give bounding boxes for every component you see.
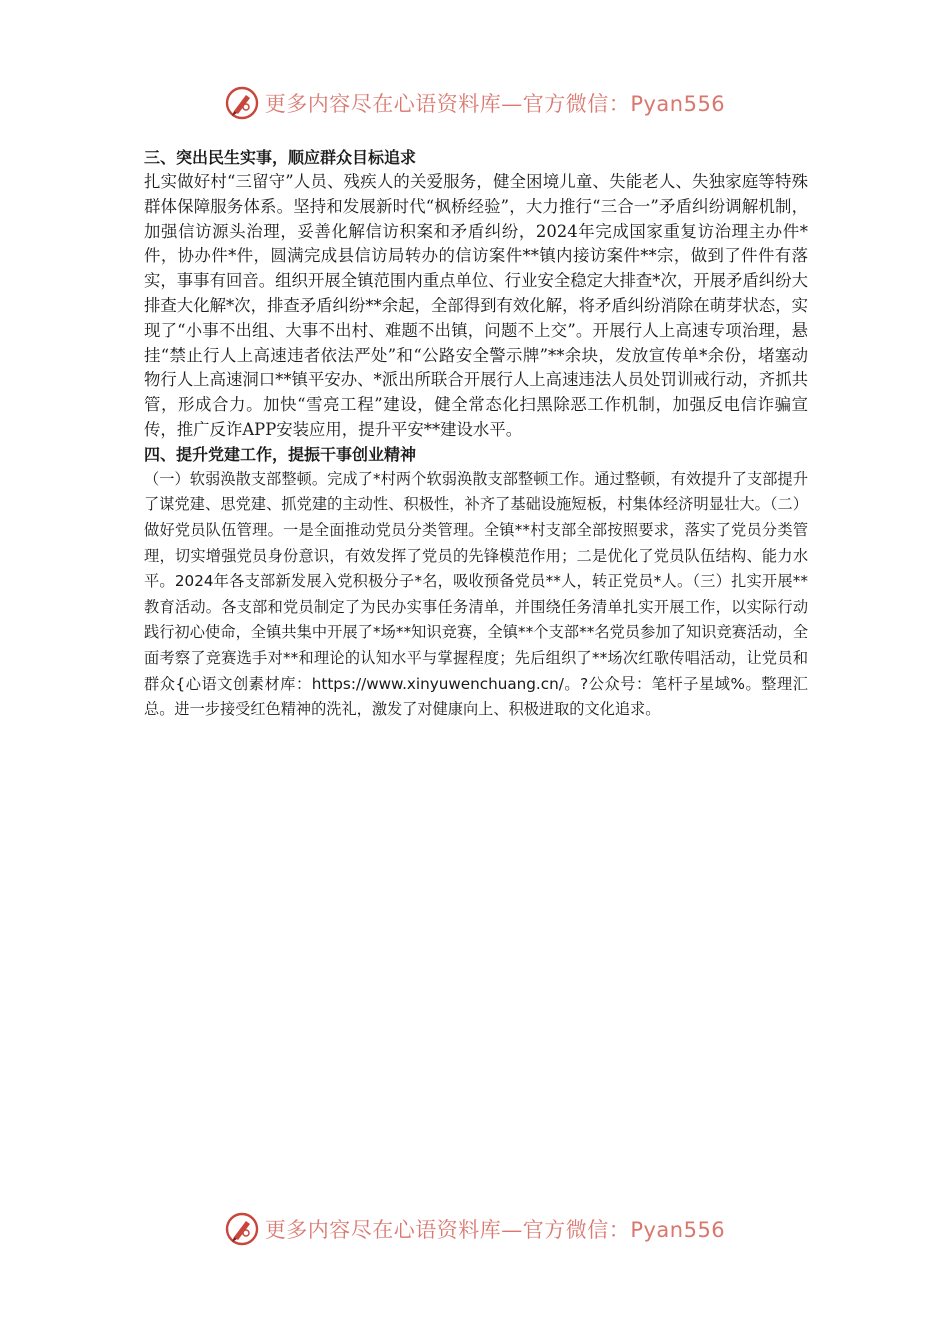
pen-logo-icon xyxy=(225,86,259,120)
watermark-text xyxy=(265,1214,725,1244)
section-body-4: （一）软弱涣散支部整顿。完成了*村两个软弱涣散支部整顿工作。通过整顿，有效提升了支部提升了谋党建、思党建、抓党建的主动性、积极性，补齐了基础设施短板，村集体经济明显壮大。（二）做好党员队伍管理。一是全面推动党员分类管理。全镇**村支部全部按照要求，落实了党员分类管理，切实增强党员身份意识，有效发挥了党员的先锋模范作用；二是优化了党员队伍结构、能力水平。2024年各支部新发展入党积极分子*名，吸收预备党员**人，转正党员*人。（三）扎实开展**教育活动。各支部和党员制定了为民办实事任务清单，并围绕任务清单扎实开展工作，以实际行动践行初心使命，全镇共集中开展了*场**知识竞赛，全镇**个支部**名党员参加了知识竞赛活动，全面考察了竞赛选手对**和理论的认知水平与掌握程度；先后组织了**场次红歌传唱活动，让党员和群众{心语文创素材库：https://www.xinyuwenchuang.cn/。?公众号：笔杆子星域%。整理汇总。进一步接受红色精神的洗礼，激发了对健康向上、积极进取的文化追求。 xyxy=(144,469,808,719)
watermark-banner-top xyxy=(0,83,950,123)
watermark-label: 更多内容尽在心语资料库—官方微信： xyxy=(264,92,631,116)
watermark-banner-bottom xyxy=(0,1209,950,1249)
watermark-text xyxy=(265,88,725,118)
document-body xyxy=(144,146,808,723)
section-heading-3: 三、突出民生实事，顺应群众目标追求 xyxy=(144,148,417,167)
pen-logo-icon xyxy=(225,1212,259,1246)
watermark-label: 更多内容尽在心语资料库—官方微信： xyxy=(264,1218,631,1242)
watermark-handle: Pyan556 xyxy=(630,1218,726,1242)
watermark-handle: Pyan556 xyxy=(630,92,726,116)
section-heading-4: 四、提升党建工作，提振干事创业精神 xyxy=(144,444,417,464)
section-body-3: 扎实做好村“三留守”人员、残疾人的关爱服务，健全困境儿童、失能老人、失独家庭等特殊群体保障服务体系。坚持和发展新时代“枫桥经验”，大力推行“三合一”矛盾纠纷调解机制，加强信访源头治理，妥善化解信访积案和矛盾纠纷，2024年完成国家重复访治理主办件*件，协办件*件，圆满完成县信访局转办的信访案件**镇内接访案件**宗，做到了件件有落实，事事有回音。组织开展全镇范围内重点单位、行业安全稳定大排查*次，开展矛盾纠纷大排查大化解*次，排查矛盾纠纷**余起，全部得到有效化解，将矛盾纠纷消除在萌芽状态，实现了“小事不出组、大事不出村、难题不出镇，问题不上交”。开展行人上高速专项治理，悬挂“禁止行人上高速违者依法严处”和“公路安全警示牌”**余块，发放宣传单*余份，堵塞动物行人上高速洞口**镇平安办、*派出所联合开展行人上高速违法人员处罚训戒行动，齐抓共管，形成合力。加快“雪亮工程”建设，健全常态化扫黑除恶工作机制，加强反电信诈骗宣传，推广反诈APP安装应用，提升平安**建设水平。 xyxy=(144,172,808,439)
